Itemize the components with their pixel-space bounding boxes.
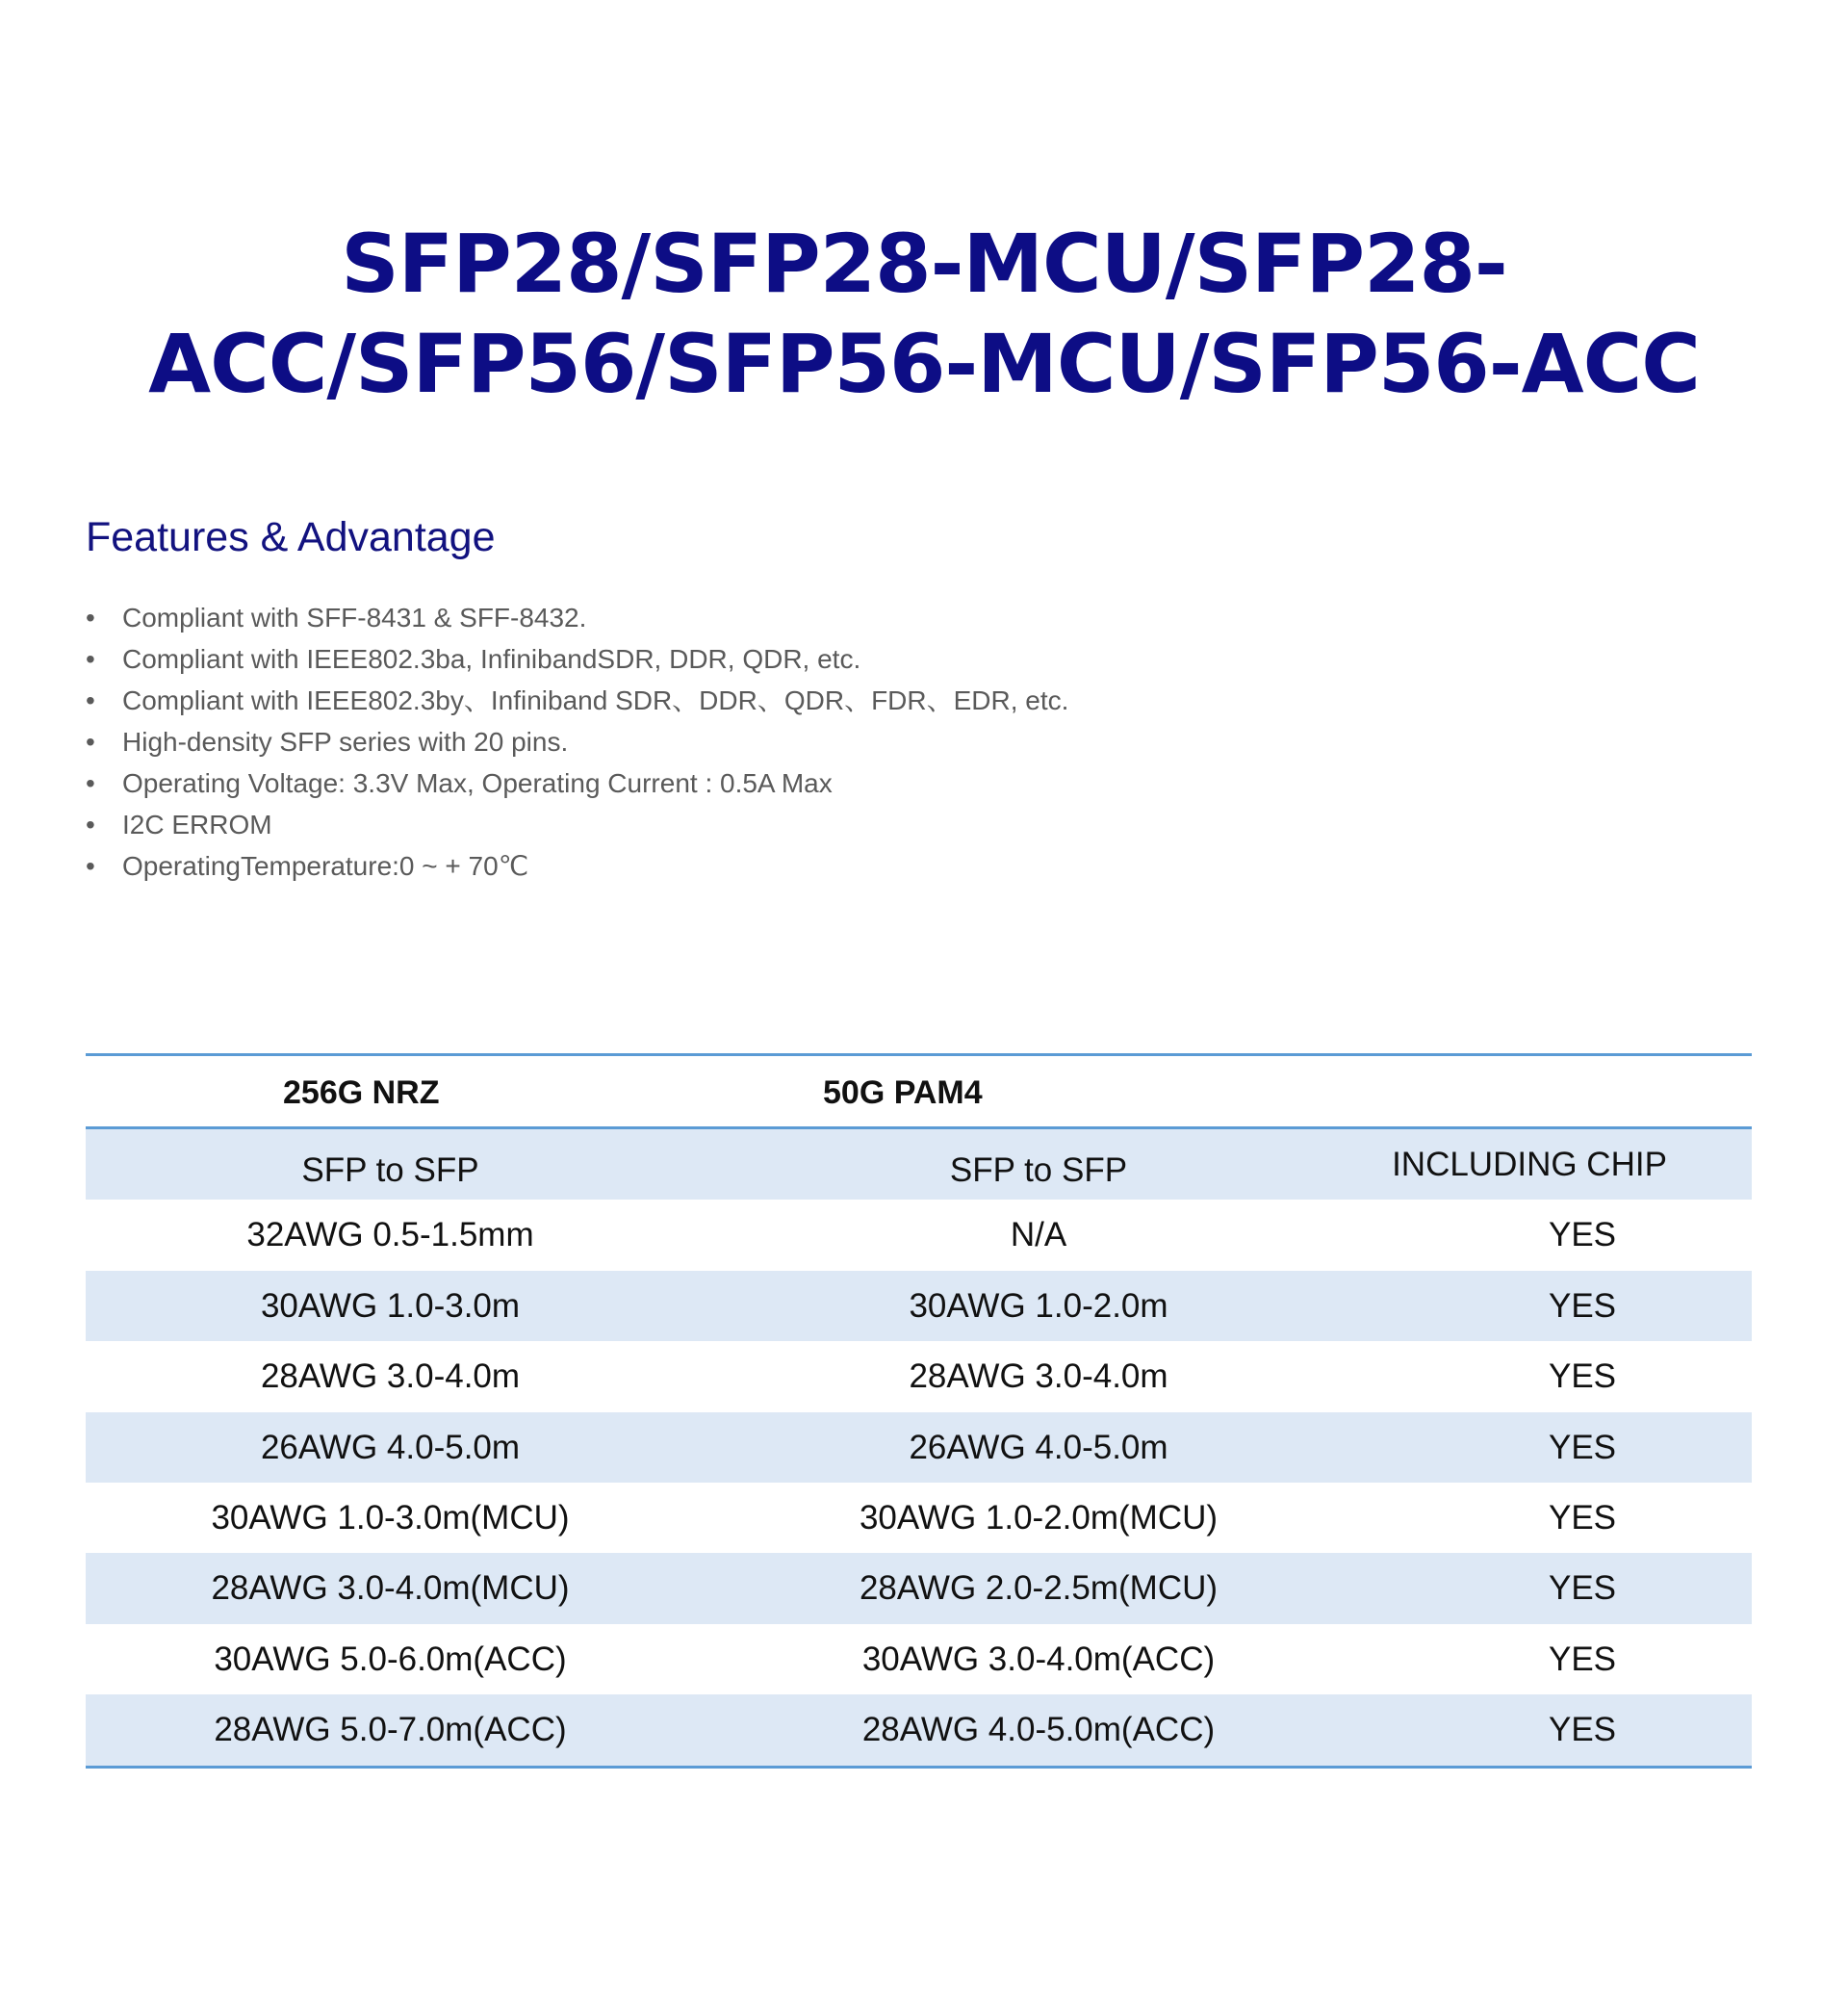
cell-256g-nrz: 28AWG 3.0-4.0m(MCU) <box>211 1569 570 1608</box>
header-50g-pam4: 50G PAM4 <box>823 1074 983 1111</box>
cell-256g-nrz: 30AWG 1.0-3.0m(MCU) <box>211 1498 570 1537</box>
features-list <box>86 597 1068 887</box>
table-header-row <box>86 1056 1752 1129</box>
feature-item <box>86 680 1068 721</box>
page-title-line-1: SFP28/SFP28-MCU/SFP28- <box>341 217 1507 311</box>
subheader-including-chip: INCLUDING CHIP <box>1392 1146 1667 1183</box>
table-row <box>86 1483 1752 1553</box>
bullet-icon: • <box>86 851 95 881</box>
bullet-icon: • <box>86 685 95 715</box>
features-heading: Features & Advantage <box>86 514 496 560</box>
feature-text: Compliant with IEEE802.3by、Infiniband SDR、DDR、QDR、FDR、EDR, etc. <box>122 685 1069 715</box>
cell-50g-pam4: 28AWG 4.0-5.0m(ACC) <box>861 1711 1216 1749</box>
cell-256g-nrz: 26AWG 4.0-5.0m <box>260 1428 521 1466</box>
cell-50g-pam4: 26AWG 4.0-5.0m <box>909 1428 1168 1466</box>
feature-text: I2C ERROM <box>122 810 272 840</box>
subheader-sfp-to-sfp-1: SFP to SFP <box>301 1151 479 1189</box>
bullet-icon: • <box>86 768 95 798</box>
feature-item <box>86 845 1068 887</box>
table-row <box>86 1412 1752 1483</box>
bullet-icon: • <box>86 603 95 633</box>
cell-including-chip: YES <box>1548 1498 1617 1537</box>
feature-text: High-density SFP series with 20 pins. <box>122 727 569 757</box>
cell-50g-pam4: N/A <box>1010 1216 1067 1254</box>
cell-50g-pam4: 28AWG 2.0-2.5m(MCU) <box>859 1569 1219 1608</box>
feature-item <box>86 638 1068 680</box>
page-title-line-2: ACC/SFP56/SFP56-MCU/SFP56-ACC <box>148 317 1700 411</box>
cell-50g-pam4: 30AWG 1.0-2.0m(MCU) <box>859 1498 1219 1537</box>
cell-256g-nrz: 32AWG 0.5-1.5mm <box>246 1216 534 1254</box>
feature-text: OperatingTemperature:0 ~ + 70℃ <box>122 851 529 881</box>
page-title <box>0 214 1848 414</box>
table-row <box>86 1694 1752 1765</box>
feature-text: Compliant with SFF-8431 & SFF-8432. <box>122 603 587 633</box>
table-subheader-row <box>86 1129 1752 1200</box>
table-row <box>86 1553 1752 1623</box>
table-row <box>86 1341 1752 1411</box>
cell-256g-nrz: 30AWG 1.0-3.0m <box>260 1286 521 1325</box>
cell-including-chip: YES <box>1548 1216 1617 1254</box>
cell-including-chip: YES <box>1548 1357 1617 1396</box>
cell-including-chip: YES <box>1548 1711 1617 1749</box>
cable-spec-table <box>86 1053 1752 1769</box>
cell-256g-nrz: 28AWG 5.0-7.0m(ACC) <box>214 1711 567 1749</box>
cell-including-chip: YES <box>1548 1286 1617 1325</box>
table-row <box>86 1271 1752 1341</box>
cell-50g-pam4: 30AWG 3.0-4.0m(ACC) <box>861 1640 1216 1678</box>
cell-including-chip: YES <box>1548 1640 1617 1678</box>
cell-50g-pam4: 30AWG 1.0-2.0m <box>909 1286 1168 1325</box>
bullet-icon: • <box>86 810 95 840</box>
table-row <box>86 1624 1752 1694</box>
feature-text: Compliant with IEEE802.3ba, InfinibandSDR, DDR, QDR, etc. <box>122 644 861 674</box>
feature-item <box>86 597 1068 638</box>
cell-256g-nrz: 30AWG 5.0-6.0m(ACC) <box>214 1640 567 1678</box>
feature-text: Operating Voltage: 3.3V Max, Operating Current : 0.5A Max <box>122 768 833 798</box>
cell-50g-pam4: 28AWG 3.0-4.0m <box>909 1357 1168 1396</box>
cell-256g-nrz: 28AWG 3.0-4.0m <box>260 1357 521 1396</box>
subheader-sfp-to-sfp-2: SFP to SFP <box>949 1151 1128 1189</box>
header-256g-nrz: 256G NRZ <box>283 1074 440 1111</box>
bullet-icon: • <box>86 644 95 674</box>
feature-item <box>86 721 1068 762</box>
table-row <box>86 1200 1752 1270</box>
cell-including-chip: YES <box>1548 1569 1617 1608</box>
feature-item <box>86 804 1068 845</box>
bullet-icon: • <box>86 727 95 757</box>
cell-including-chip: YES <box>1548 1428 1617 1466</box>
feature-item <box>86 762 1068 804</box>
